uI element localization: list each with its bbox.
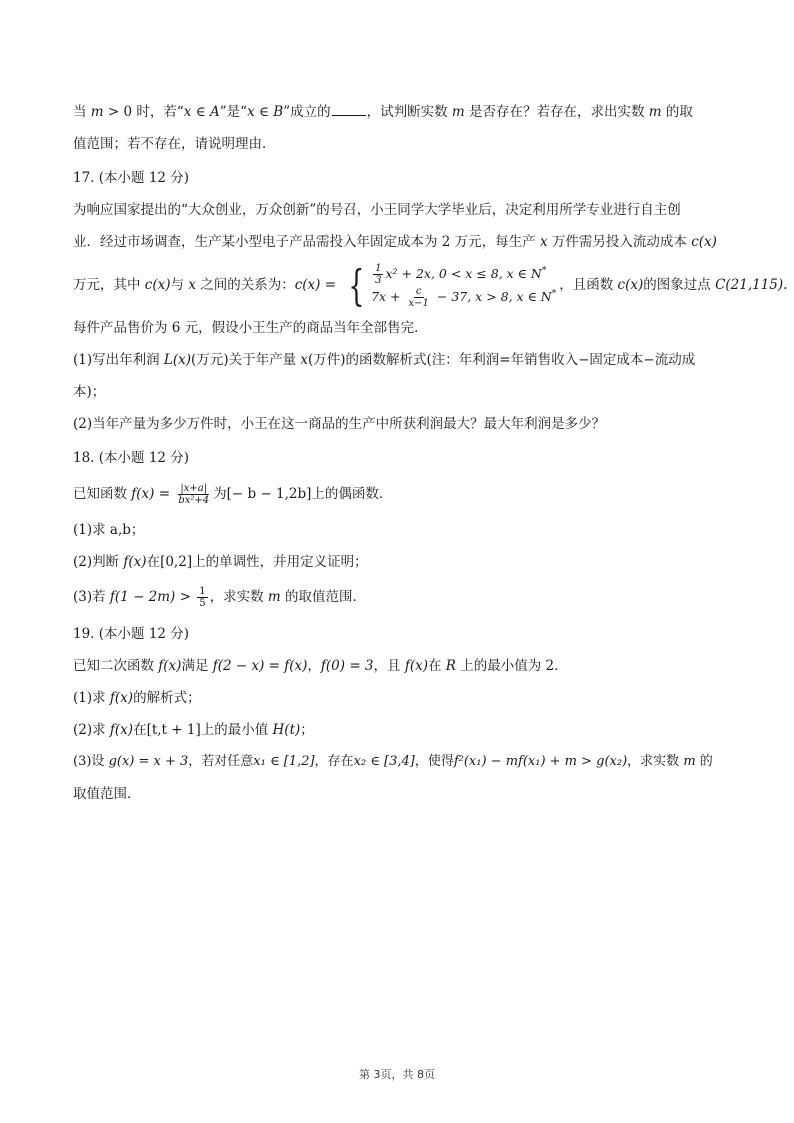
q17-paragraph-line4: 每件产品售价为 6 元，假设小王生产的商品当年全部售完． <box>73 320 428 336</box>
q18-stem <box>73 474 723 514</box>
cases <box>371 263 556 309</box>
q16-continuation-line2: 值范围；若不存在，请说明理由． <box>73 136 276 152</box>
question-18-heading: 18. (本小题 12 分) <box>73 450 190 466</box>
text: 与 <box>170 277 189 293</box>
fraction <box>373 263 383 286</box>
fraction <box>197 586 207 609</box>
page-content <box>73 96 788 810</box>
text: (1)求 <box>73 690 110 706</box>
math: m <box>648 104 662 120</box>
text: (2)判断 <box>73 554 124 570</box>
text: 的取 <box>661 104 693 120</box>
q17-part1-line1 <box>73 344 723 376</box>
text: 的图象过点 <box>643 277 716 293</box>
text: 已知函数 <box>73 486 132 502</box>
q19-part1 <box>73 682 723 714</box>
math: c(x) = <box>294 277 341 293</box>
numerator: 1 <box>199 586 206 597</box>
text: ； <box>300 722 314 738</box>
text: ”是“ <box>219 104 248 120</box>
math: x <box>300 352 308 368</box>
text: ”成立的 <box>283 104 331 120</box>
text: 的取值范围． <box>280 589 367 605</box>
math: x <box>385 265 393 281</box>
math: x <box>188 277 196 293</box>
math: c(x) <box>617 277 644 293</box>
denominator: bx²+4 <box>178 495 210 506</box>
math: − 37, x > 8, x ∈ N <box>432 288 552 304</box>
math: f(1 − 2m) > <box>109 589 196 605</box>
text: ，且 <box>373 658 405 674</box>
fraction <box>176 483 211 506</box>
text: (万件)的函数解析式(注：年利润=年销售收入−固定成本−流动成 <box>308 352 696 368</box>
denominator: x−1 <box>408 297 429 309</box>
q19-part3-line2: 取值范围． <box>73 786 141 802</box>
math: m <box>267 589 281 605</box>
text: ，使得 <box>414 754 454 769</box>
question-17-heading: 17. (本小题 12 分) <box>73 170 190 186</box>
text: (2)求 <box>73 722 110 738</box>
text: 当 <box>73 104 91 120</box>
math: m <box>451 104 465 120</box>
math: ² + 2x, 0 < x ≤ 8, x ∈ N <box>392 265 542 281</box>
math: m <box>90 104 104 120</box>
math: f(x) <box>109 690 134 706</box>
text: ， <box>307 658 321 674</box>
text: 万件需另投入流动成本 <box>547 234 692 250</box>
text: 的解析式； <box>133 690 201 706</box>
text: 在 <box>427 658 446 674</box>
text: 在[0,2]上的单调性，并用定义证明； <box>146 554 368 570</box>
math: f(x) <box>109 722 134 738</box>
denominator: 3 <box>375 274 382 286</box>
math: f(x) <box>404 658 428 674</box>
math: c(x) <box>691 234 717 250</box>
math: H(t) <box>272 722 301 738</box>
math: x ∈ B <box>247 104 284 120</box>
text: 为[− b − 1,2b]上的偶函数． <box>213 486 393 502</box>
text: ，且函数 <box>559 277 618 293</box>
text: ，试判断实数 <box>366 104 452 120</box>
text: ，存在 <box>314 754 354 769</box>
numerator: c <box>415 285 422 297</box>
q18-part2 <box>73 546 723 578</box>
text: (1)写出年利润 <box>73 352 164 368</box>
q17-part2: (2)当年产量为多少万件时，小王在这一商品的生产中所获利润最大？最大年利润是多少？ <box>73 416 606 432</box>
denominator: 5 <box>199 598 206 609</box>
text: (3)设 <box>73 754 109 769</box>
q18-part1: (1)求 a,b； <box>73 522 145 538</box>
q19-part2 <box>73 714 723 746</box>
math: f(x) <box>123 554 147 570</box>
math: L(x) <box>163 352 192 368</box>
math: 7x + <box>371 288 405 304</box>
math: C(21,115). <box>715 277 788 293</box>
text: > 0 时，若“ <box>103 104 184 120</box>
q17-paragraph-line1: 为响应国家提出的“大众创业，万众创新”的号召，小王同学大学毕业后，决定利用所学专业进行自主创 <box>73 202 681 218</box>
text: 上的最小值为 2． <box>455 658 568 674</box>
text: ，求实数 <box>209 589 268 605</box>
left-brace: { <box>348 260 365 310</box>
piecewise-function <box>343 260 557 310</box>
question-19-heading: 19. (本小题 12 分) <box>73 626 190 642</box>
case-2 <box>371 286 556 309</box>
math: c(x) <box>144 277 171 293</box>
math: f(2 − x) = f(x) <box>212 658 308 674</box>
q18-part3 <box>73 578 723 616</box>
math: x <box>539 234 548 250</box>
q16-continuation-line1 <box>73 96 723 128</box>
superscript: * <box>551 288 557 299</box>
math: x₂ ∈ [3,4] <box>353 754 415 769</box>
q17-paragraph-line3 <box>73 258 788 312</box>
math: g(x) = x + 3 <box>108 754 189 769</box>
q19-part3-line1 <box>73 746 723 778</box>
text: (3)若 <box>73 589 110 605</box>
math: x₁ ∈ [1,2] <box>253 754 315 769</box>
text: 是否存在？若存在，求出实数 <box>464 104 649 120</box>
q17-paragraph-line2 <box>73 226 723 258</box>
numerator: 1 <box>375 262 382 274</box>
text: 的 <box>695 754 713 769</box>
text: ，若对任意 <box>188 754 254 769</box>
case-1 <box>371 263 556 286</box>
math: f(0) = 3 <box>320 658 374 674</box>
math: f²(x₁) − mf(x₁) + m > g(x₂) <box>453 754 628 769</box>
math: f(x) = <box>131 486 175 502</box>
q17-part1-line2: 本)； <box>73 384 106 400</box>
text: 已知二次函数 <box>73 658 159 674</box>
fraction <box>407 286 431 309</box>
answer-blank <box>332 103 366 116</box>
text: 万元，其中 <box>73 277 145 293</box>
superscript: * <box>541 265 547 276</box>
text: 业．经过市场调查，生产某小型电子产品需投入年固定成本为 2 万元，每生产 <box>73 234 540 250</box>
q19-stem <box>73 650 723 682</box>
math: f(x) <box>158 658 182 674</box>
text: (万元)关于年产量 <box>191 352 301 368</box>
text: 之间的关系为： <box>195 277 295 293</box>
numerator: |x+a| <box>180 483 208 494</box>
text: 满足 <box>181 658 213 674</box>
math: m <box>683 754 696 769</box>
math: R <box>445 658 456 674</box>
text: 在[t,t + 1]上的最小值 <box>133 722 273 738</box>
text: ，求实数 <box>627 754 684 769</box>
math: x ∈ A <box>183 104 220 120</box>
page-number-footer: 第 3页，共 8页 <box>359 1068 435 1081</box>
